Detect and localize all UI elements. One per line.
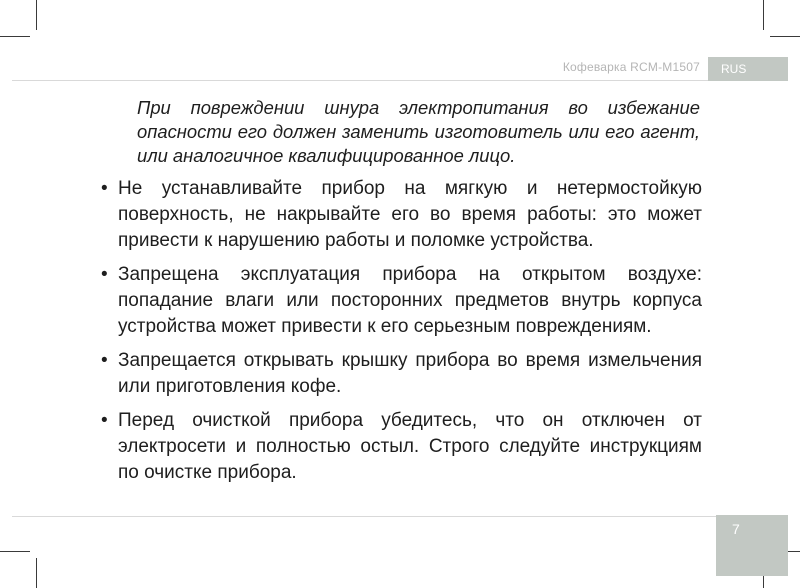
list-item (101, 408, 702, 486)
list-item-text: Запрещена эксплуатация прибора на открытом воздухе: попадание влаги или посторонних предметов внутрь корпуса устройства может привести к его серьезным повреждениям. (118, 264, 702, 337)
warning-note: При повреждении шнура электропитания во избежание опасности его должен заменить изготовитель или его агент, или аналогичное квалифицированное лицо. (137, 97, 700, 166)
bullet-icon: • (101, 350, 108, 371)
list-item (101, 176, 702, 254)
crop-mark-bottom-left-h (0, 551, 30, 552)
list-item (101, 348, 702, 400)
crop-mark-top-left-h (0, 36, 30, 37)
running-header-title: Кофеварка RCM-M1507 (562, 60, 700, 74)
crop-mark-bottom-left-v (36, 558, 37, 588)
page-number: 7 (716, 515, 788, 576)
crop-mark-top-right-h (770, 36, 800, 37)
bullet-icon: • (101, 410, 108, 431)
list-item-text: Запрещается открывать крышку прибора во время измельчения или приготовления кофе. (118, 350, 702, 397)
list-item-text: Перед очисткой прибора убедитесь, что он отключен от электросети и полностью остыл. Строго следуйте инструкциям по очистке прибора. (118, 410, 702, 483)
bullet-icon: • (101, 264, 108, 285)
language-tab: RUS (708, 57, 788, 81)
safety-list (101, 176, 702, 494)
crop-mark-top-right-v (763, 0, 764, 30)
list-item (101, 262, 702, 340)
bullet-icon: • (101, 178, 108, 199)
list-item-text: Не устанавливайте прибор на мягкую и нетермостойкую поверхность, не накрывайте его во время работы: это может привести к нарушению работы и поломке устройства. (118, 178, 702, 251)
crop-mark-top-left-v (36, 0, 37, 30)
header-rule (12, 80, 708, 81)
footer-rule (12, 516, 716, 517)
